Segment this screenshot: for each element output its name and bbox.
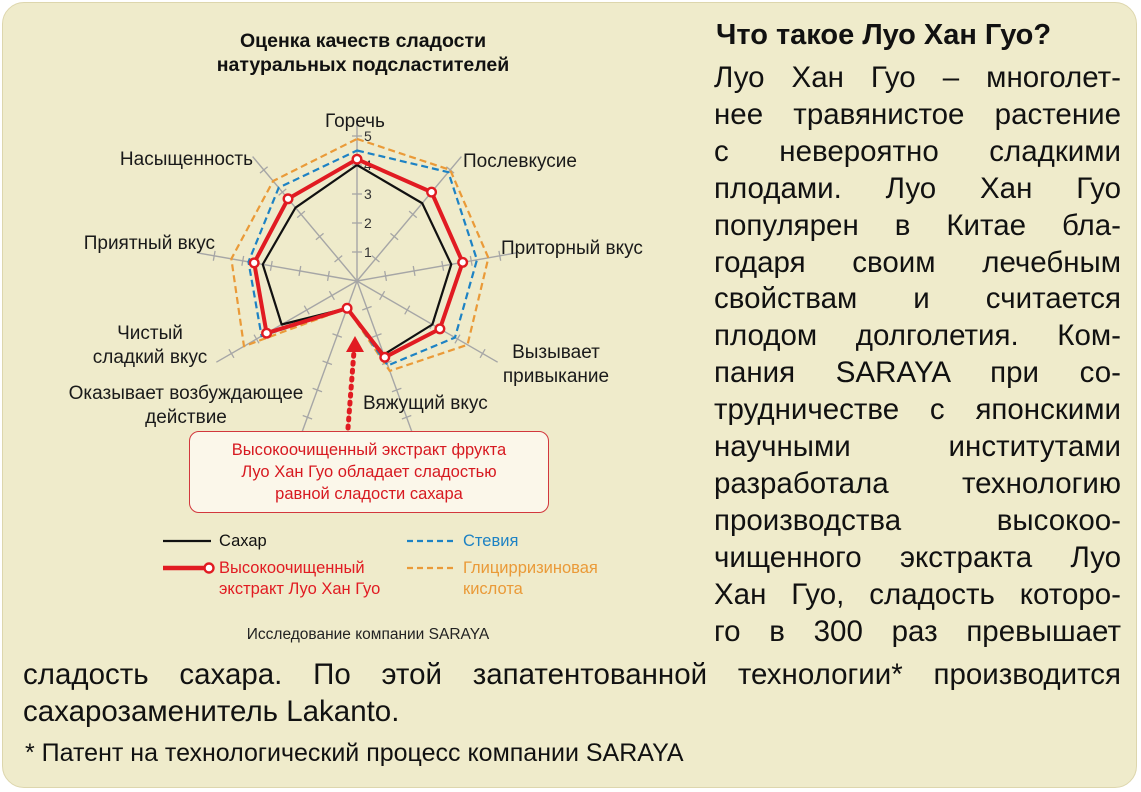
axis-label: действие [145,407,227,428]
axis-label: Приторный вкус [501,238,643,259]
axis-label: Вызывает [512,342,600,363]
callout-line: Луо Хан Гуо обладает сладостью [241,463,497,481]
axis-label: Горечь [325,111,385,132]
axis-tick [299,266,301,276]
legend-swatch-marker [205,564,214,573]
article-line: Хан Гуо, сладость которо- [714,577,1121,611]
radar-chart-area [3,3,703,663]
axis-tick [385,271,387,281]
legend-text: кислота [463,580,523,598]
axis-label: Оказывает возбуждающее [68,383,304,404]
axis-tick [380,291,385,300]
article-line: нее травянистое растение [714,97,1121,131]
tick-label: 5 [364,128,372,144]
axis-spoke [197,253,357,281]
callout-line: Высокоочищенный экстракт фрукта [231,441,507,459]
article-line: свойствам и считается [714,282,1121,316]
article-body-continued [23,657,1121,731]
callout-arrow-line [348,351,354,428]
callout-line: равной сладости сахара [275,485,463,503]
axis-tick [480,349,485,358]
axis-label: Чистый [117,323,183,344]
axis-tick [304,306,309,315]
axis-label: Послевкусие [463,151,577,172]
axis-tick [242,256,244,266]
article-line: производства высокоо- [714,503,1121,537]
article-line: сахарозаменитель Lakanto. [23,694,400,728]
article-line: годаря своим лечебным [714,245,1121,279]
data-point [343,304,352,313]
article-line: го в 300 раз превышает [714,614,1121,648]
article-line: плодом долголетия. Ком- [714,319,1121,353]
article-line: с невероятно сладкими [714,134,1121,168]
tick-label: 3 [364,186,372,202]
callout-arrow-head [346,336,364,352]
chart-title-line: Оценка качеств сладости [239,30,487,52]
axis-label: Насыщенность [119,149,253,170]
article-body [714,60,1121,651]
legend-label-glycyrrhizin [463,558,598,600]
axis-label: Приятный вкус [83,233,215,254]
legend-text: Высокоочищенный [219,559,365,577]
axis-label: сладкий вкус [92,347,208,368]
legend-label-stevia [463,531,518,552]
article-line: чищенного экстракта Луо [714,540,1121,574]
data-point [262,329,271,338]
tick-label: 4 [364,157,372,173]
data-point [250,259,259,268]
info-panel [2,2,1137,788]
axis-tick [229,349,234,358]
tick-label: 2 [364,215,372,231]
data-point [380,353,389,362]
axis-label: Вяжущий вкус [363,393,488,414]
data-point [436,325,445,334]
axis-spoke [216,281,357,362]
article-line: научными институтами [714,430,1121,464]
article-line: трудничестве с японскими [714,393,1121,427]
axis-label: привыкание [502,366,610,387]
footnote: * Патент на технологический процесс компании SARAYA [25,739,684,767]
data-point [353,155,362,164]
axis-tick [413,266,415,276]
axis-tick [328,271,330,281]
axis-spoke [357,253,517,281]
source-note: Исследование компании SARAYA [246,626,490,643]
article-line: плодами. Луо Хан Гуо [714,171,1121,205]
axis-tick [405,306,410,315]
callout-box [189,431,549,513]
legend-text: Стевия [463,532,519,550]
legend-text: Глицирризиновая [463,559,598,577]
article-line: Луо Хан Гуо – многолет- [714,61,1121,94]
chart-title-line: натуральных подсластителей [216,54,510,76]
axis-tick [442,261,444,271]
axis-tick [270,261,272,271]
legend-text: Сахар [219,532,267,550]
data-point [458,258,467,267]
legend-text: экстракт Луо Хан Гуо [219,580,381,598]
legend-label-sugar [219,531,267,552]
article-line: популярен в Китае бла- [714,208,1121,242]
legend-label-luohanguo [219,558,380,600]
tick-label: 1 [364,244,372,260]
data-point [284,195,293,204]
article-line: сладость сахара. По этой запатентованной технологии* производится [23,658,1121,691]
axis-tick [329,291,334,300]
axis-tick [470,256,472,266]
article-line: пания SARAYA при со- [714,356,1121,390]
data-point [427,188,436,197]
article-line: разработала технологию [714,466,1121,500]
article-heading: Что такое Луо Хан Гуо? [716,19,1052,51]
